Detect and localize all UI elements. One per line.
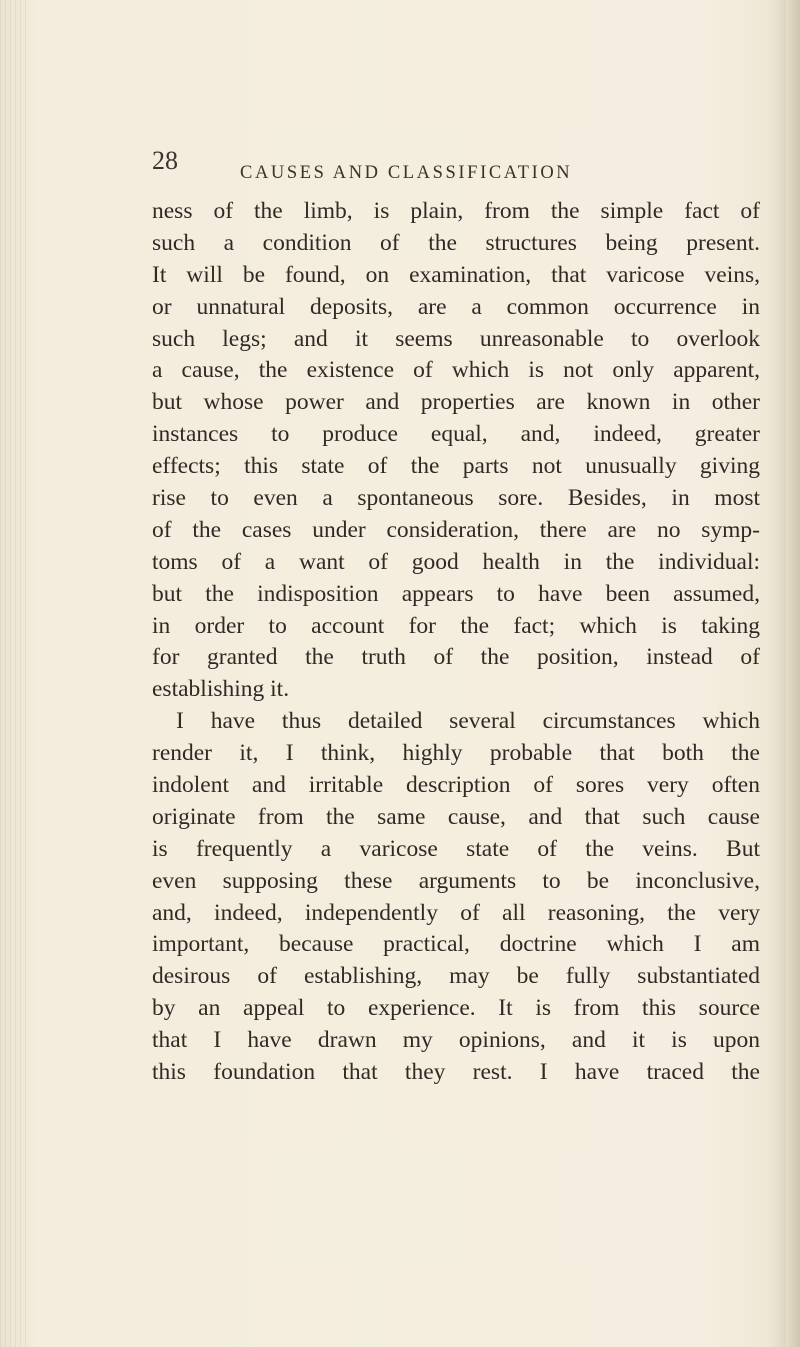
- text-line: instances to produce equal, and, indeed, greater: [152, 421, 760, 448]
- text-line: important, because practical, doctrine which I am: [152, 931, 760, 958]
- text-line: toms of a want of good health in the individual:: [152, 548, 760, 575]
- text-line: for granted the truth of the position, instead of: [152, 644, 760, 671]
- text-line: a cause, the existence of which is not only apparent,: [152, 357, 760, 384]
- text-line: rise to even a spontaneous sore. Besides, in most: [152, 485, 760, 512]
- text-line: and, indeed, independently of all reasoning, the very: [152, 899, 760, 926]
- text-line: such legs; and it seems unreasonable to overlook: [152, 325, 760, 352]
- text-line: is frequently a varicose state of the veins. But: [152, 835, 760, 862]
- text-line: or unnatural deposits, are a common occurrence in: [152, 293, 760, 320]
- text-line: of the cases under consideration, there are no symp-: [152, 516, 760, 543]
- body-text: [152, 196, 760, 1089]
- text-line: ness of the limb, is plain, from the simple fact of: [152, 198, 760, 224]
- text-line: even supposing these arguments to be inconclusive,: [152, 867, 760, 894]
- text-line: establishing it.: [152, 676, 290, 703]
- text-line: this foundation that they rest. I have traced the: [152, 1059, 760, 1086]
- text-line: by an appeal to experience. It is from this source: [152, 995, 760, 1022]
- text-line: render it, I think, highly probable that both the: [152, 740, 760, 767]
- binding-edge: [0, 0, 26, 1347]
- text-line: It will be found, on examination, that varicose veins,: [152, 261, 760, 288]
- text-line: effects; this state of the parts not unusually giving: [152, 453, 760, 480]
- text-line: but whose power and properties are known in other: [152, 389, 760, 416]
- running-head: CAUSES AND CLASSIFICATION: [240, 163, 573, 183]
- text-line: indolent and irritable description of sores very often: [152, 772, 760, 799]
- text-line: that I have drawn my opinions, and it is upon: [152, 1027, 760, 1054]
- text-line: in order to account for the fact; which is taking: [152, 612, 760, 639]
- text-line: but the indisposition appears to have been assumed,: [152, 580, 760, 607]
- text-line: such a condition of the structures being present.: [152, 229, 760, 256]
- text-line: originate from the same cause, and that such cause: [152, 803, 760, 830]
- page-number: 28: [152, 146, 178, 175]
- text-line: I have thus detailed several circumstances which: [176, 708, 760, 735]
- text-line: desirous of establishing, may be fully substantiated: [152, 963, 760, 990]
- page-edge: [786, 0, 800, 1347]
